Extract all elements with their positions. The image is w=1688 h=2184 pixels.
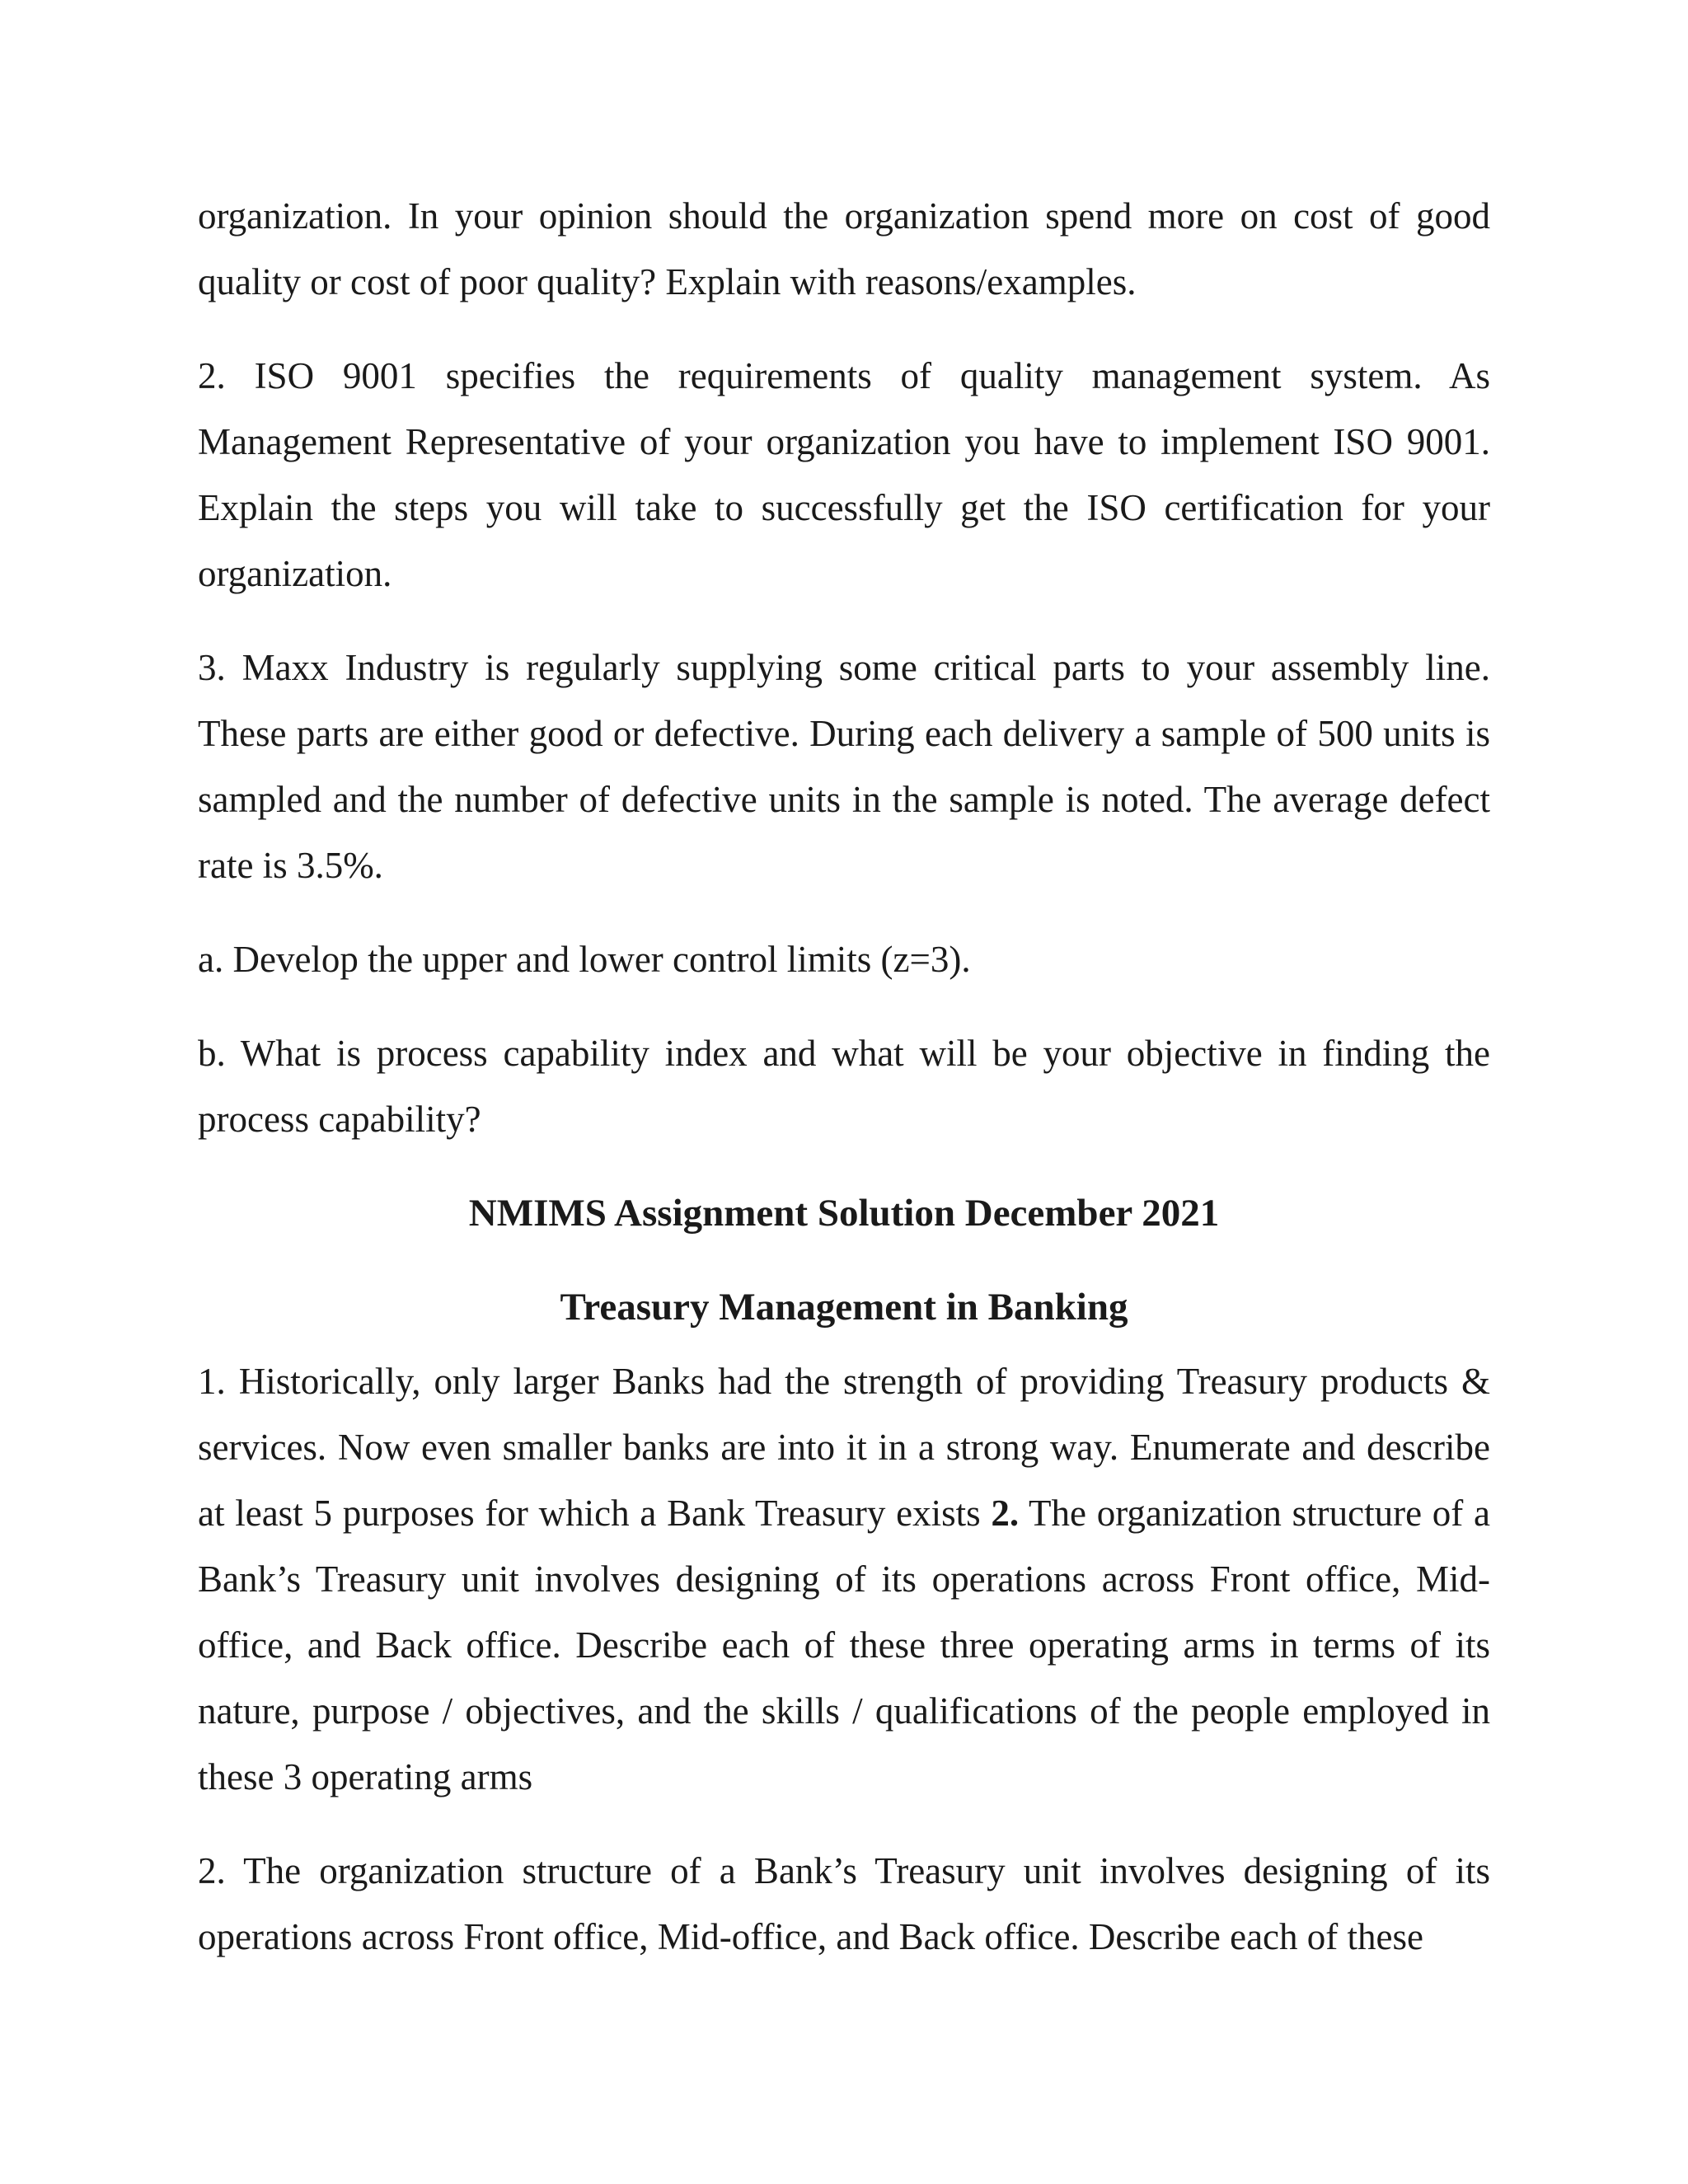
paragraph-control-limits: a. Develop the upper and lower control limits (z=3). [198, 939, 971, 980]
document-page [198, 183, 1490, 1998]
paragraph-bank-treasury-bold-number: 2. [991, 1493, 1020, 1534]
paragraph-organization-structure: 2. The organization structure of a Bank’s Treasury unit involves designing of its operations across Front office, Mid-office, and Back office. Describe each of these [198, 1850, 1490, 1957]
paragraph-process-capability: b. What is process capability index and what will be your objective in finding the process capability? [198, 1033, 1490, 1140]
paragraph-iso-9001: 2. ISO 9001 specifies the requirements of quality management system. As Management Representative of your organization you have to implement ISO 9001. Explain the steps you will take to successfully get the ISO certification for your organization. [198, 355, 1490, 594]
paragraph-bank-treasury-part2: The organization structure of a Bank’s Treasury unit involves designing of its operations across Front office, Mid-office, and Back office. Describe each of these three operating arms in terms of its nature, purpose / objectives, and the skills / qualifications of the people employed in these 3 operating arms [198, 1493, 1490, 1797]
paragraph-cost-of-quality: organization. In your opinion should the organization spend more on cost of good quality or cost of poor quality? Explain with reasons/examples. [198, 195, 1490, 302]
paragraph-bank-treasury-part1: 1. Historically, only larger Banks had the strength of providing Treasury products & services. Now even smaller banks are into it in a strong way. Enumerate and describe at least 5 purposes for which a Bank Treasury exists [198, 1361, 1490, 1534]
paragraph-maxx-industry: 3. Maxx Industry is regularly supplying some critical parts to your assembly line. These parts are either good or defective. During each delivery a sample of 500 units is sampled and the number of defective units in the sample is noted. The average defect rate is 3.5%. [198, 647, 1490, 886]
heading-treasury-management: Treasury Management in Banking [560, 1286, 1128, 1329]
paragraph-bank-treasury [198, 1348, 1490, 1810]
heading-assignment-solution: NMIMS Assignment Solution December 2021 [468, 1192, 1220, 1235]
